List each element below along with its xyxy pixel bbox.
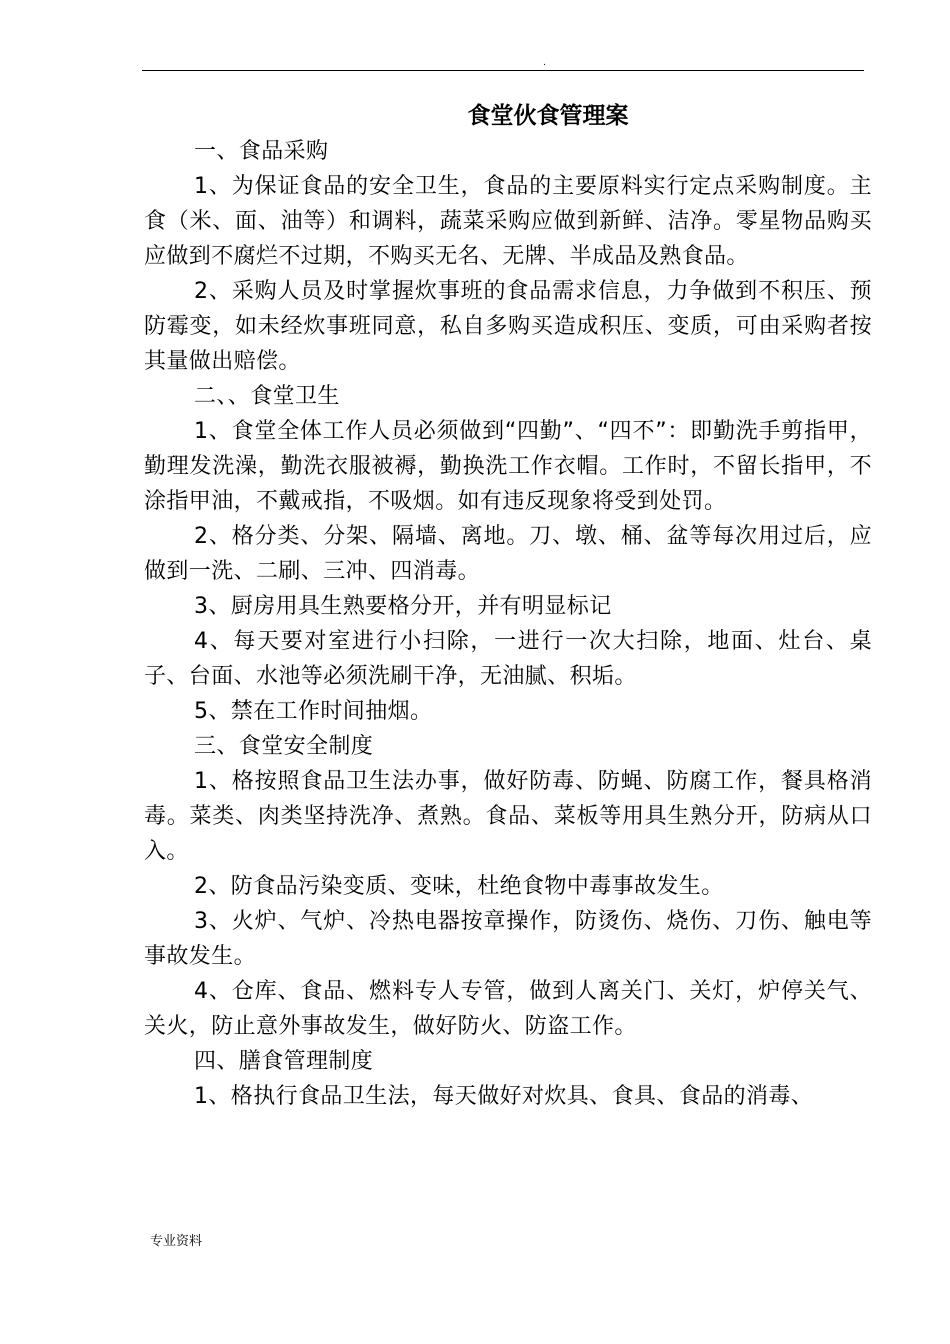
paragraph: 1、格按照食品卫生法办事，做好防毒、防蝇、防腐工作，餐具格消毒。菜类、肉类坚持洗净、煮熟。食品、菜板等用具生熟分开，防病从口入。 (144, 769, 872, 864)
section-heading-safety: 三、食堂安全制度 (194, 734, 374, 759)
section-heading-hygiene: 二、、食堂卫生 (194, 384, 340, 409)
document-body (144, 98, 872, 1114)
paragraph: 1、食堂全体工作人员必须做到“四勤”、“四不”：即勤洗手剪指甲，勤理发洗澡，勤洗衣服被褥，勤换洗工作衣帽。工作时，不留长指甲，不涂指甲油，不戴戒指，不吸烟。如有违反现象将受到处罚。 (144, 419, 872, 514)
paragraph: 4、仓库、食品、燃料专人专管，做到人离关门、关灯，炉停关气、关火，防止意外事故发生，做好防火、防盗工作。 (144, 979, 872, 1039)
paragraph: 3、厨房用具生熟要格分开，并有明显标记 (194, 594, 612, 619)
paragraph: 5、禁在工作时间抽烟。 (194, 699, 433, 724)
header-dot: . (543, 58, 546, 68)
paragraph: 2、格分类、分架、隔墙、离地。刀、墩、桶、盆等每次用过后，应做到一洗、二刷、三冲、四消毒。 (144, 524, 872, 584)
section-heading-meals: 四、膳食管理制度 (194, 1049, 374, 1074)
header-rule (142, 70, 864, 71)
document-title: 食堂伙食管理案 (467, 103, 629, 129)
paragraph: 3、火炉、气炉、冷热电器按章操作，防烫伤、烧伤、刀伤、触电等事故发生。 (144, 909, 872, 969)
footer-label: 专业资料 (150, 1234, 203, 1249)
paragraph: 2、防食品污染变质、变味，杜绝食物中毒事故发生。 (194, 874, 724, 899)
paragraph: 4、每天要对室进行小扫除，一进行一次大扫除，地面、灶台、桌子、台面、水池等必须洗刷干净，无油腻、积垢。 (144, 629, 872, 689)
paragraph: 1、格执行食品卫生法，每天做好对炊具、食具、食品的消毒、 (194, 1084, 814, 1109)
section-heading-purchasing: 一、食品采购 (194, 139, 329, 164)
paragraph: 2、采购人员及时掌握炊事班的食品需求信息，力争做到不积压、预防霉变，如未经炊事班同意，私自多购买造成积压、变质，可由采购者按其量做出赔偿。 (144, 279, 872, 374)
paragraph: 1、为保证食品的安全卫生，食品的主要原料实行定点采购制度。主食（米、面、油等）和调料，蔬菜采购应做到新鲜、洁净。零星物品购买应做到不腐烂不过期，不购买无名、无牌、半成品及熟食品。 (144, 174, 872, 269)
